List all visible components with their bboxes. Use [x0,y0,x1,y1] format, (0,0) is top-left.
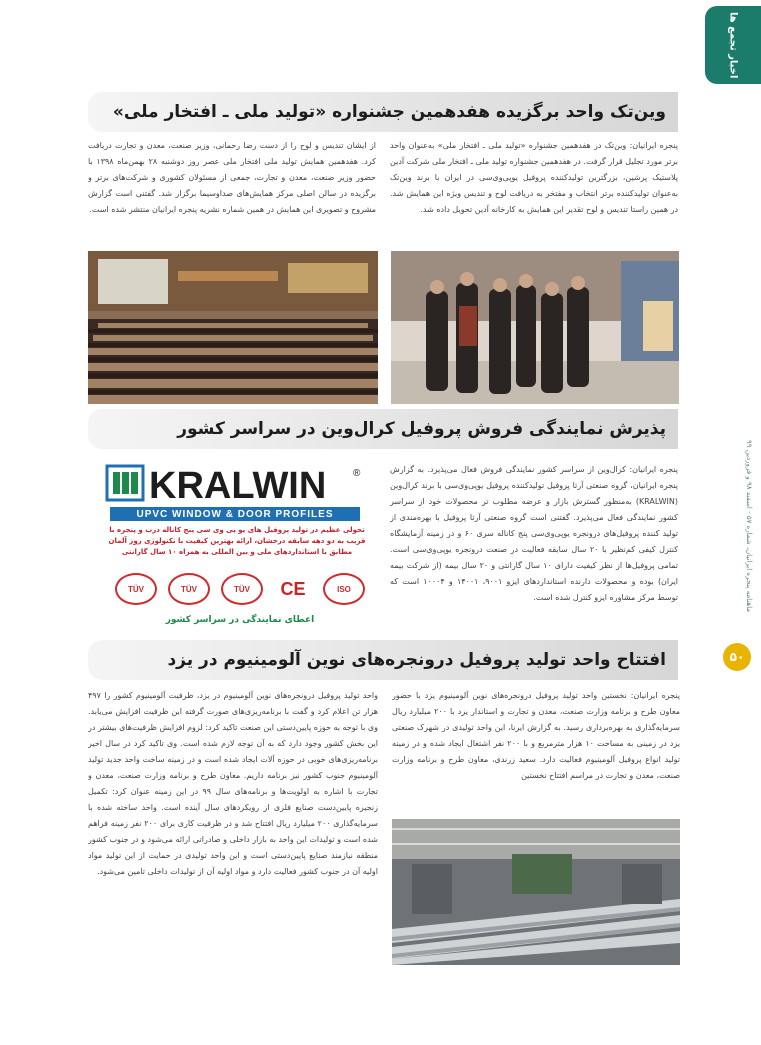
certification-badges [115,572,365,606]
ce-mark: CE [280,578,306,599]
article2-headline: پذیرش نمایندگی فروش پروفیل کرال‌وین در سراسر کشور [177,419,666,439]
article1-text-right: پنجره ایرانیان: وین‌تک در هفدهمین جشنواره «تولید ملی ـ افتخار ملی» به‌عنوان واحد برتر مورد تجلیل قرار گرفت. در هفدهمین جشنواره تولید ملی ـ افتخار ملی شرکت آدین پلاستیک پرشین، بزرگترین تولیدکننده پروفیل یو‌پی‌وی‌سی در ایران با برند وین‌تک به‌عنوان تولیدکننده برتر انتخاب و مفتخر به دریافت لوح و تندیس ویژه این همایش شد. در همین راستا تندیس و لوح تقدیر این همایش به کارخانه آدین تحویل داده شد. [390,141,678,214]
section-tab-label: اخبار تجمع ها [727,11,739,79]
article3-text-left: واحد تولید پروفیل درونجره‌های نوین آلومینیوم در یزد، ظرفیت آلومینیوم کشور را ۴۹۷ هزار تن اعلام کرد و گفت با برنامه‌ریزی‌های صورت گرفته این ظرفیت افزایش می‌یابد. وی با توجه به حوزه پایین‌دستی این صنعت تاکید کرد: لزوم افزایش ظرفیت‌های بیشتر در این بخش کشور وجود دارد که به آن توجه لازم شده است. وی تاکید کرد در سال اخیر برنامه‌ریزی‌های خوبی در حوزه آلات ایجاد شده است و در زمینه ساخت واحد جدید تولید آلومینیوم جنوب کشور نیز برنامه داریم. معاون طرح و برنامه وزارت صنعت، معدن و تجارت با اشاره به اولویت‌ها و برنامه‌های سال ۹۹ در این زمینه عنوان کرد: تکمیل زنجیره پایین‌دست صنایع فلزی از رویکردهای سال آینده است. واحد ساخته شده با سرمایه‌گذاری ۲۰۰ میلیارد ریال افتتاح شد و در ظرفیت کاری برای ۲۰۰ نفر زمینه فراهم شده است و تولیدات این واحد به بازار داخلی و صادراتی ارائه می‌شود و در جنوب کشور منطقه نیازمند صنایع پایین‌دستی است و این واحد تولیدی در حمایت از این تولید مواد اولیه آن در جنوب کشور فعالیت دارد و مواد اولیه آن از تولیدات داخلی تامین می‌شود. [88,691,378,876]
article1-headline-bar [88,92,678,132]
section-tab [705,6,761,84]
article1-headline: وین‌تک واحد برگزیده هفدهمین جشنواره «تولید ملی ـ افتخار ملی» [112,102,666,122]
article2-headline-bar [88,409,678,449]
article3-headline: افتتاح واحد تولید پروفیل درونجره‌های نوین آلومینیوم در یزد [167,650,666,670]
window-icon [107,466,143,500]
conference-hall-photo [88,251,378,404]
article3-headline-bar [88,640,678,680]
article1-text-left: از ایشان تندیس و لوح را از دست رضا رحمانی، وزیر صنعت، معدن و تجارت دریافت کرد. هفدهمین همایش تولید ملی افتخار ملی عصر روز دوشنبه ۲۸ بهمن‌ماه ۱۳۹۸ با حضور وزیر صنعت، معدن و تجارت، جمعی از مسئولان کشوری و شرکت‌های برتر و برگزیده در سالن اصلی مرکز همایش‌های صداوسیما برگزار شد. گفتنی است گزارش مشروح و تصویری این همایش در همین شماره نشریه پنجره ایرانیان منتشر شده است. [88,141,376,214]
kralwin-logo [105,462,367,504]
registered-mark: ® [353,468,361,479]
page-number: ۵۰ [723,643,751,671]
kralwin-bottom-line: اعطای نمایندگی در سراسر کشور [165,615,315,625]
iso-badge: ISO [323,573,365,605]
award-ceremony-photo [391,251,679,404]
kralwin-brand: KRALWIN [149,465,327,504]
aluminium-factory-photo [392,819,680,965]
article3-text-right: پنجره ایرانیان: نخستین واحد تولید پروفیل درونجره‌های نوین آلومینیوم یزد با حضور معاون طرح و برنامه وزارت صنعت، معدن و تجارت و استاندار یزد با ۲۰۰ میلیارد ریال سرمایه‌گذاری به بهره‌برداری رسید. به گزارش ایرنا، این واحد تولیدی در شهرک صنعتی یزد در زمینی به مساحت ۱۰ هزار مترمربع و با ۲۰۰ نفر اشتغال ایجاد شده و در زمینه تولید انواع پروفیل آلومینیوم فعالیت دارد. سعید زرندی، معاون طرح و برنامه وزارت صنعت، معدن و تجارت در مراسم افتتاح نخستین [392,691,680,780]
kralwin-strip: UPVC WINDOW & DOOR PROFILES [110,507,360,521]
kralwin-advert [90,452,380,638]
tuv-badge: TÜV [115,573,157,605]
issue-caption: ماهنامه پنجره ایرانیان، شماره ۵۷ - اسفند ۹۸ و فروردین ۹۹ [745,440,753,613]
tuv-badge: TÜV [221,573,263,605]
tuv-badge: TÜV [168,573,210,605]
article2-text: پنجره ایرانیان: کرال‌وین از سراسر کشور نمایندگی فروش فعال می‌پذیرد. به گزارش پنجره ایرانیان، گروه صنعتی آرتا پروفیل تولیدکننده پروفیل یو‌پی‌وی‌سی با برند کرال‌وین (KRALWIN) به‌منظور گسترش بازار و عرضه مطلوب تر محصولات خود از سراسر کشور نمایندگی فعال می‌پذیرد. گفتنی است گروه صنعتی آرتا پروفیل با بهره‌مندی از تولید کننده پروفیل‌های درونجره یو‌پی‌وی‌سی پنج کاناله سری ۶۰ و در زمینه آزمایشگاه کنترل کیفی کم‌نظیر با ۲۰ سال سابقه فعالیت در صنعت درونجره یو‌پی‌وی‌سی است. تمامی پروفیل‌ها از نظر کیفیت دارای ۱۰ سال گارانتی و ۲۰ سال بیمه (از شرکت بیمه ایران) بوده و محصولات دارنده استانداردهای ایزو ۹۰۰۱، ۱۴۰۰۱ و ۱۰۰۰۴ است که توسط مرکز مشاوره ایزو کنترل شده است. [390,465,678,602]
kralwin-slogan: تحولی عظیم در تولید پروفیل های یو پی وی سی پنج کاناله درب و پنجره با قریب به دو دهه سابقه درخشان، ارائه بهترین کیفیت با تکنولوژی روز آلمان مطابق با استانداردهای ملی و بین المللی به همراه ۱۰ سال گارانتی [108,526,366,556]
